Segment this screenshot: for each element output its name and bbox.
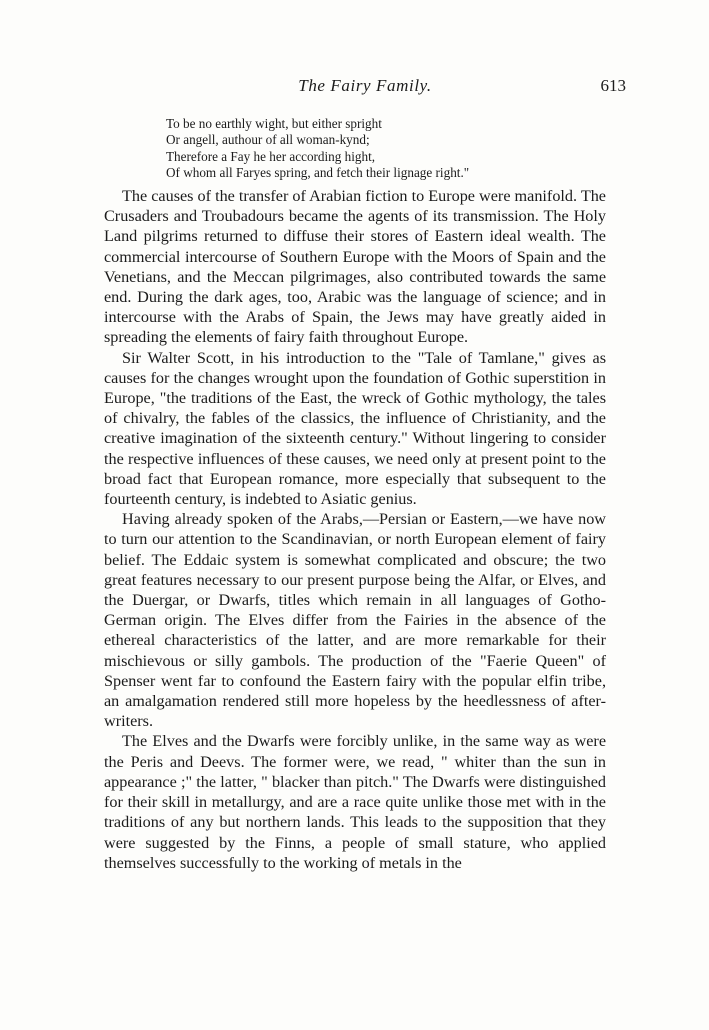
paragraph: Sir Walter Scott, in his introduction to the "Tale of Tamlane," gives as causes for the changes wrought upon the foundation of Gothic superstition in Europe, "the traditions of the East, the wreck of Gothic mythology, the tales of chivalry, the fables of the classics, the influence of Christianity, and the creative imagination of the sixteenth century." Without lingering to consider the respective influences of these causes, we need only at present point to the broad fact that European romance, more especially that subsequent to the fourteenth century, is indebted to Asiatic genius. <box>104 348 606 509</box>
running-title: The Fairy Family. <box>298 76 432 95</box>
page-number: 613 <box>600 76 626 95</box>
verse-line: To be no earthly wight, but either spright <box>166 116 382 131</box>
paragraph: The causes of the transfer of Arabian fiction to Europe were manifold. The Crusaders and Troubadours became the agents of its transmission. The Holy Land pilgrims returned to diffuse their stores of Eastern ideal wealth. The commercial intercourse of Southern Europe with the Moors of Spain and the Venetians, and the Meccan pilgrimages, also contributed towards the same end. During the dark ages, too, Arabic was the language of science; and in intercourse with the Arabs of Spain, the Jews may have greatly aided in spreading the elements of fairy faith throughout Europe. <box>104 187 606 347</box>
paragraph: Having already spoken of the Arabs,—Persian or Eastern,—we have now to turn our attention to the Scandinavian, or north European element of fairy belief. The Eddaic system is somewhat complicated and obscure; the two great features necessary to our present purpose being the Alfar, or Elves, and the Duergar, or Dwarfs, titles which remain in all languages of Gotho-German origin. The Elves differ from the Fairies in the absence of the ethereal characteristics of the latter, and are more remarkable for their mischievous or silly gambols. The production of the "Faerie Queen" of Spenser went far to confound the Eastern fairy with the popular elfin tribe, an amalgamation rendered still more hopeless by the heedlessness of after-writers. <box>104 510 606 731</box>
verse-line: Therefore a Fay he her according hight, <box>166 148 376 164</box>
page-header <box>104 76 626 102</box>
verse-line: Of whom all Faryes spring, and fetch their lignage right." <box>166 164 470 180</box>
verse-line: Or angell, authour of all woman-kynd; <box>166 132 370 148</box>
verse-quotation <box>166 116 606 181</box>
body-text <box>104 186 606 873</box>
paragraph: The Elves and the Dwarfs were forcibly unlike, in the same way as were the Peris and Deevs. The former were, we read, " whiter than the sun in appearance ;" the latter, " blacker than pitch." The Dwarfs were distinguished for their skill in metallurgy, and are a race quite unlike those met with in the traditions of any but northern lands. This leads to the supposition that they were suggested by the Finns, a people of small stature, who applied themselves successfully to the working of metals in the <box>104 732 606 872</box>
